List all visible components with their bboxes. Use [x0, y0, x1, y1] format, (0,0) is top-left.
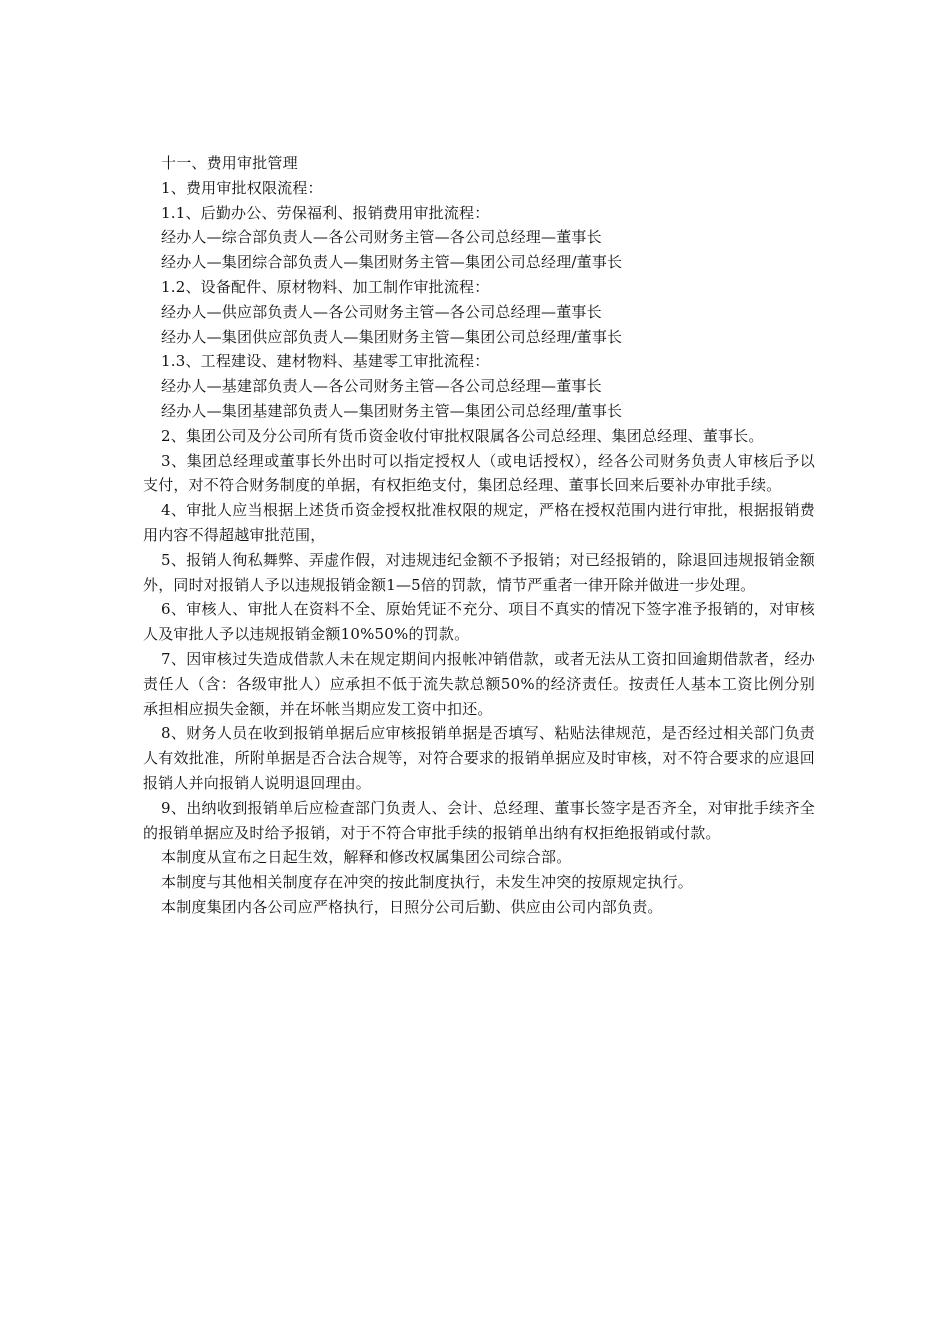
paragraph-2: 2、集团公司及分公司所有货币资金收付审批权限属各公司总经理、集团总经理、董事长。: [161, 426, 764, 445]
approval-flow-line: 经办人—综合部负责人—各公司财务主管—各公司总经理—董事长: [161, 228, 602, 247]
approval-flow-line: 经办人—供应部负责人—各公司财务主管—各公司总经理—董事长: [161, 302, 602, 321]
paragraph-3: 3、集团总经理或董事长外出时可以指定授权人（或电话授权），经各公司财务负责人审核后予以支付，对不符合财务制度的单据，有权拒绝支付，集团总经理、董事长回来后要补办审批手续。: [143, 451, 815, 495]
paragraph-7: 7、因审核过失造成借款人未在规定期间内报帐冲销借款，或者无法从工资扣回逾期借款者，经办责任人（含：各级审批人）应承担不低于流失款总额50%的经济责任。按责任人基本工资比例分别承担相应损失金额，并在坏帐当期应发工资中扣还。: [143, 649, 815, 718]
paragraph-9: 9、出纳收到报销单后应检查部门负责人、会计、总经理、董事长签字是否齐全，对审批手续齐全的报销单据应及时给予报销，对于不符合审批手续的报销单出纳有权拒绝报销或付款。: [143, 798, 815, 842]
subsection-title-1-1: 1.1、后勤办公、劳保福利、报销费用审批流程：: [161, 203, 490, 222]
closing-statement: 本制度与其他相关制度存在冲突的按此制度执行，未发生冲突的按原规定执行。: [161, 873, 694, 892]
paragraph-5: 5、报销人徇私舞弊、弄虚作假，对违规违纪金额不予报销；对已经报销的，除退回违规报销金额外，同时对报销人予以违规报销金额1—5倍的罚款，情节严重者一律开除并做进一步处理。: [143, 550, 815, 594]
document-body: [143, 151, 823, 920]
approval-flow-line: 经办人—基建部负责人—各公司财务主管—各公司总经理—董事长: [161, 377, 602, 396]
section-heading: 十一、费用审批管理: [161, 154, 298, 172]
subsection-title-1-2: 1.2、设备配件、原材物料、加工制作审批流程：: [161, 277, 490, 296]
closing-statement: 本制度集团内各公司应严格执行，日照分公司后勤、供应由公司内部负责。: [161, 897, 663, 916]
approval-flow-line: 经办人—集团综合部负责人—集团财务主管—集团公司总经理/董事长: [161, 253, 623, 272]
subsection-title: 1、费用审批权限流程：: [161, 178, 323, 197]
paragraph-6: 6、审核人、审批人在资料不全、原始凭证不充分、项目不真实的情况下签字准予报销的，对审核人及审批人予以违规报销金额10%50%的罚款。: [143, 600, 815, 644]
subsection-title-1-3: 1.3、工程建设、建材物料、基建零工审批流程：: [161, 352, 490, 371]
approval-flow-line: 经办人—集团供应部负责人—集团财务主管—集团公司总经理/董事长: [161, 327, 623, 346]
paragraph-8: 8、财务人员在收到报销单据后应审核报销单据是否填写、粘贴法律规范，是否经过相关部门负责人有效批准，所附单据是否合法合规等，对符合要求的报销单据应及时审核，对不符合要求的应退回报销人并向报销人说明退回理由。: [143, 724, 815, 792]
paragraph-4: 4、审批人应当根据上述货币资金授权批准权限的规定，严格在授权范围内进行审批，根据报销费用内容不得超越审批范围，: [143, 501, 815, 544]
closing-statement: 本制度从宣布之日起生效，解释和修改权属集团公司综合部。: [161, 848, 572, 867]
approval-flow-line: 经办人—集团基建部负责人—集团财务主管—集团公司总经理/董事长: [161, 401, 623, 420]
